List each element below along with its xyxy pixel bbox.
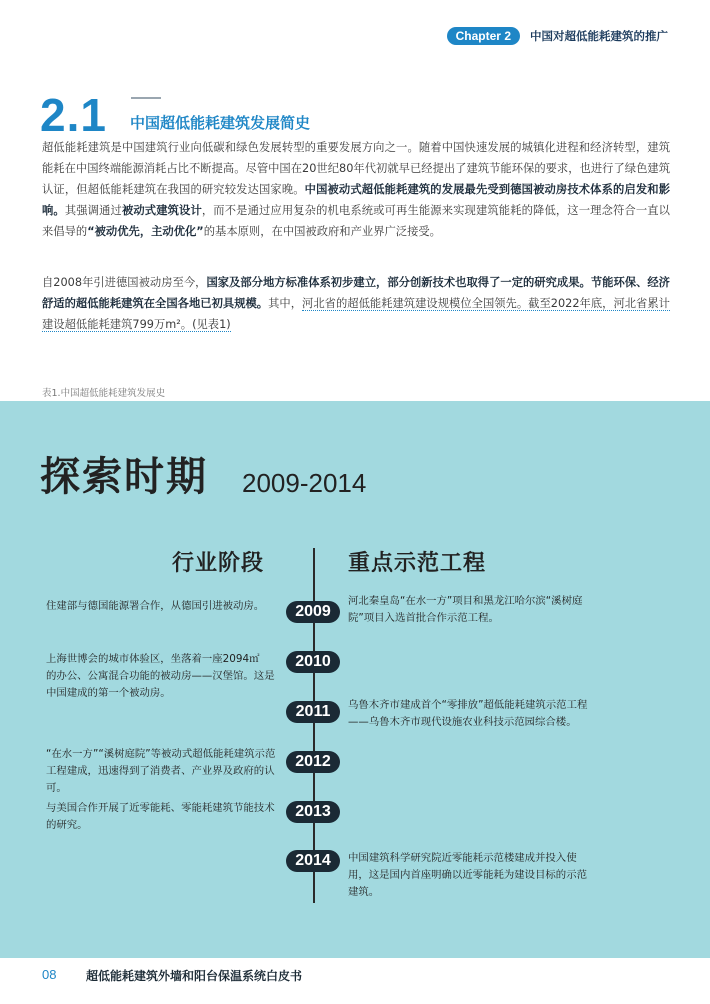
period-title: 探索时期 [40,454,208,500]
p2-run-3: 其中， [268,297,303,310]
page-header [447,27,668,45]
section-number: 2.1 [40,89,107,141]
period-range: 2009-2014 [242,468,367,498]
industry-event-2013: 与美国合作开展了近零能耗、零能耗建筑节能技术的研究。 [46,802,275,831]
chapter-title: 中国对超低能耗建筑的推广 [530,29,668,43]
p1-run-2: 中国被动式超低能耗建筑的发展最先受到德国被动房技术体系的启发和影响。 [42,183,670,217]
p1-run-4: 被动式建筑设计 [121,204,202,217]
p2-run-1: 自2008年引进德国被动房至今， [42,276,207,289]
paragraph-1 [42,137,670,242]
section-title: 中国超低能耗建筑发展简史 [130,114,311,132]
chapter-badge: Chapter 2 [447,27,520,45]
year-badge-2009: 2009 [286,601,340,623]
year-badge-2010: 2010 [286,651,340,673]
year-badge-2012: 2012 [286,751,340,773]
p1-run-5: ，而不是通过应用复杂的机电系统或可再生能源来实现建筑能耗的降低，这一理念符合一直以来倡导的 [42,204,670,238]
p1-run-1: 超低能耗建筑是中国建筑行业向低碳和绿色发展转型的重要发展方向之一。随着中国快速发展的城镇化进程和经济转型，建筑能耗在中国终端能源消耗占比不断提高。尽管中国在20世纪80年代初就早已经提出了建筑节能环保的要求，也进行了绿色建筑认证，但超低能耗建筑在我国的研究较发达国家晚。 [42,141,670,196]
demo-project-heading: 重点示范工程 [348,551,487,576]
p1-run-3: 其强调通过 [64,204,122,217]
demo-event-2009: 河北秦皇岛“在水一方”项目和黑龙江哈尔滨“溪树庭院”项目入选首批合作示范工程。 [348,595,583,624]
p1-run-7: 的基本原则，在中国被政府和产业界广泛接受。 [203,225,441,238]
table-caption: 表1.中国超低能耗建筑发展史 [42,388,166,399]
industry-event-2009: 住建部与德国能源署合作，从德国引进被动房。 [46,600,265,612]
industry-stage-heading: 行业阶段 [172,551,265,576]
paragraph-2 [42,272,670,335]
p2-run-2: 国家及部分地方标准体系初步建立，部分创新技术也取得了一定的研究成果。节能环保、经济舒适的超低能耗建筑在全国各地已初具规模。 [42,276,670,310]
demo-event-2011: 乌鲁木齐市建成首个“零排放”超低能耗建筑示范工程——乌鲁木齐市现代设施农业科技示范园综合楼。 [348,699,588,728]
section-divider [131,97,161,99]
year-badge-2014: 2014 [286,850,340,872]
table-reference-link[interactable]: 河北省的超低能耗建筑建设规模位全国领先。截至2022年底，河北省累计建设超低能耗建筑799万m²。(见表1) [42,297,670,331]
year-badge-2011: 2011 [286,701,340,723]
year-badge-2013: 2013 [286,801,340,823]
p1-run-6: “被动优先，主动优化” [87,225,204,238]
demo-event-2014: 中国建筑科学研究院近零能耗示范楼建成并投入使用，这是国内首座明确以近零能耗为建设目标的示范建筑。 [348,852,587,898]
industry-event-2012: “在水一方”“溪树庭院”等被动式超低能耗建筑示范工程建成，迅速得到了消费者、产业界及政府的认可。 [46,748,276,794]
page-number: 08 [42,967,57,982]
book-title: 超低能耗建筑外墙和阳台保温系统白皮书 [86,969,303,983]
industry-event-2010: 上海世博会的城市体验区，坐落着一座2094㎡ 的办公、公寓混合功能的被动房——汉堡馆。这是中国建成的第一个被动房。 [46,653,275,699]
